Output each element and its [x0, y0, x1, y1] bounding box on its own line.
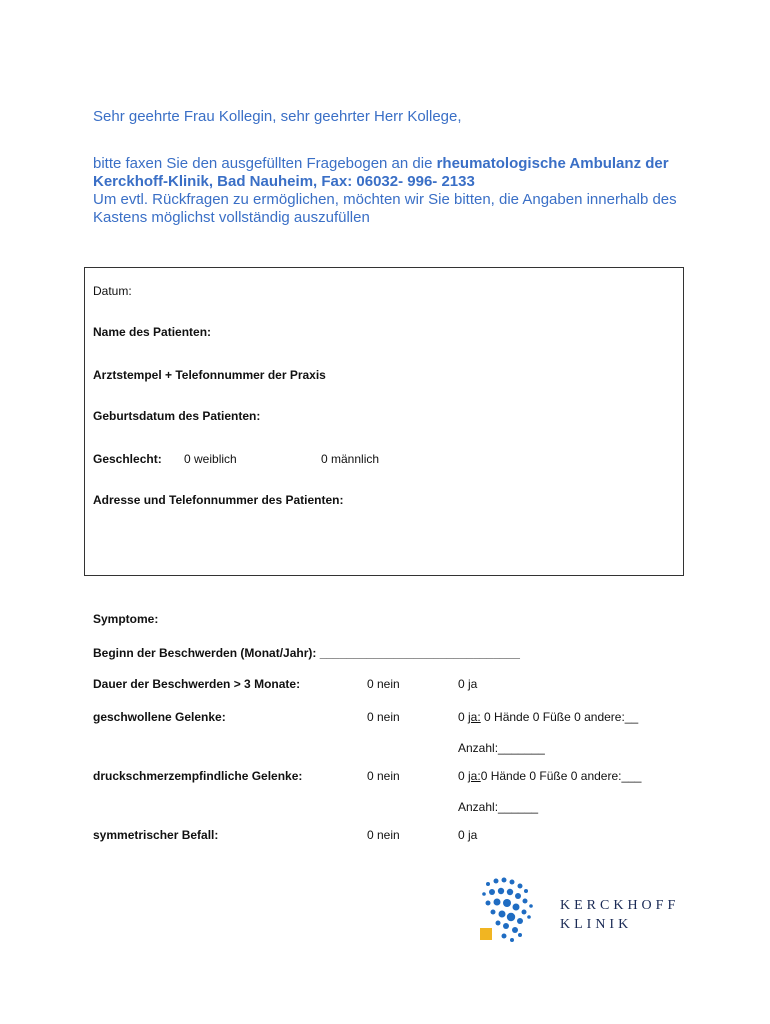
swollen-joints-label: geschwollene Gelenke: — [93, 710, 226, 724]
tender-count-field[interactable]: Anzahl:______ — [458, 800, 539, 814]
doctor-stamp-label: Arztstempel + Telefonnummer der Praxis — [93, 368, 326, 382]
duration-no-option[interactable]: 0 nein — [367, 677, 400, 691]
duration-label: Dauer der Beschwerden > 3 Monate: — [93, 677, 301, 691]
swollen-yes-option[interactable] — [458, 710, 638, 724]
tender-yes-word: ja: — [468, 769, 481, 783]
sex-label: Geschlecht: — [93, 452, 162, 466]
logo-line-1: KERCKHOFF — [560, 898, 680, 913]
duration-yes-option[interactable]: 0 ja — [458, 677, 478, 691]
swollen-yes-prefix: 0 — [458, 710, 469, 724]
intro-fax-info: rheumatologische Ambulanz der Kerckhoff-Klinik, Bad Nauheim, Fax: 06032- 996- 2133 — [93, 155, 669, 190]
swollen-count-field[interactable]: Anzahl:_______ — [458, 741, 545, 755]
sex-female-option[interactable]: 0 weiblich — [184, 452, 237, 466]
logo-line-2: KLINIK — [560, 917, 633, 932]
sex-male-option[interactable]: 0 männlich — [321, 452, 380, 466]
patient-name-label: Name des Patienten: — [93, 325, 212, 339]
birthdate-label: Geburtsdatum des Patienten: — [93, 409, 261, 423]
logo-wordmark — [560, 896, 679, 934]
tender-joints-label: druckschmerzempfindliche Gelenke: — [93, 769, 303, 783]
symptoms-heading: Symptome: — [93, 612, 159, 626]
salutation: Sehr geehrte Frau Kollegin, sehr geehrter Herr Kollege, — [93, 108, 462, 125]
symmetric-yes-option[interactable]: 0 ja — [458, 828, 478, 842]
intro-plain: bitte faxen Sie den ausgefüllten Fragebogen an die — [93, 155, 437, 172]
symmetric-label: symmetrischer Befall: — [93, 828, 219, 842]
swollen-yes-details: 0 Hände 0 Füße 0 andere:__ — [480, 710, 639, 724]
swollen-yes-word: ja: — [468, 710, 481, 724]
patient-info-box — [84, 267, 684, 576]
address-label: Adresse und Telefonnummer des Patienten: — [93, 493, 344, 507]
tender-yes-details: 0 Hände 0 Füße 0 andere:___ — [480, 769, 642, 783]
logo-square — [480, 928, 492, 940]
tender-yes-option[interactable] — [458, 769, 641, 783]
tender-no-option[interactable]: 0 nein — [367, 769, 400, 783]
swollen-no-option[interactable]: 0 nein — [367, 710, 400, 724]
date-label: Datum: — [93, 284, 132, 298]
intro-request: Um evtl. Rückfragen zu ermöglichen, möchten wir Sie bitten, die Angaben innerhalb des Kastens möglichst vollständig auszufüllen — [93, 191, 677, 226]
onset-field[interactable]: Beginn der Beschwerden (Monat/Jahr): ______________________________ — [93, 646, 520, 660]
intro-paragraph — [93, 155, 693, 227]
tender-yes-prefix: 0 — [458, 769, 469, 783]
symmetric-no-option[interactable]: 0 nein — [367, 828, 400, 842]
